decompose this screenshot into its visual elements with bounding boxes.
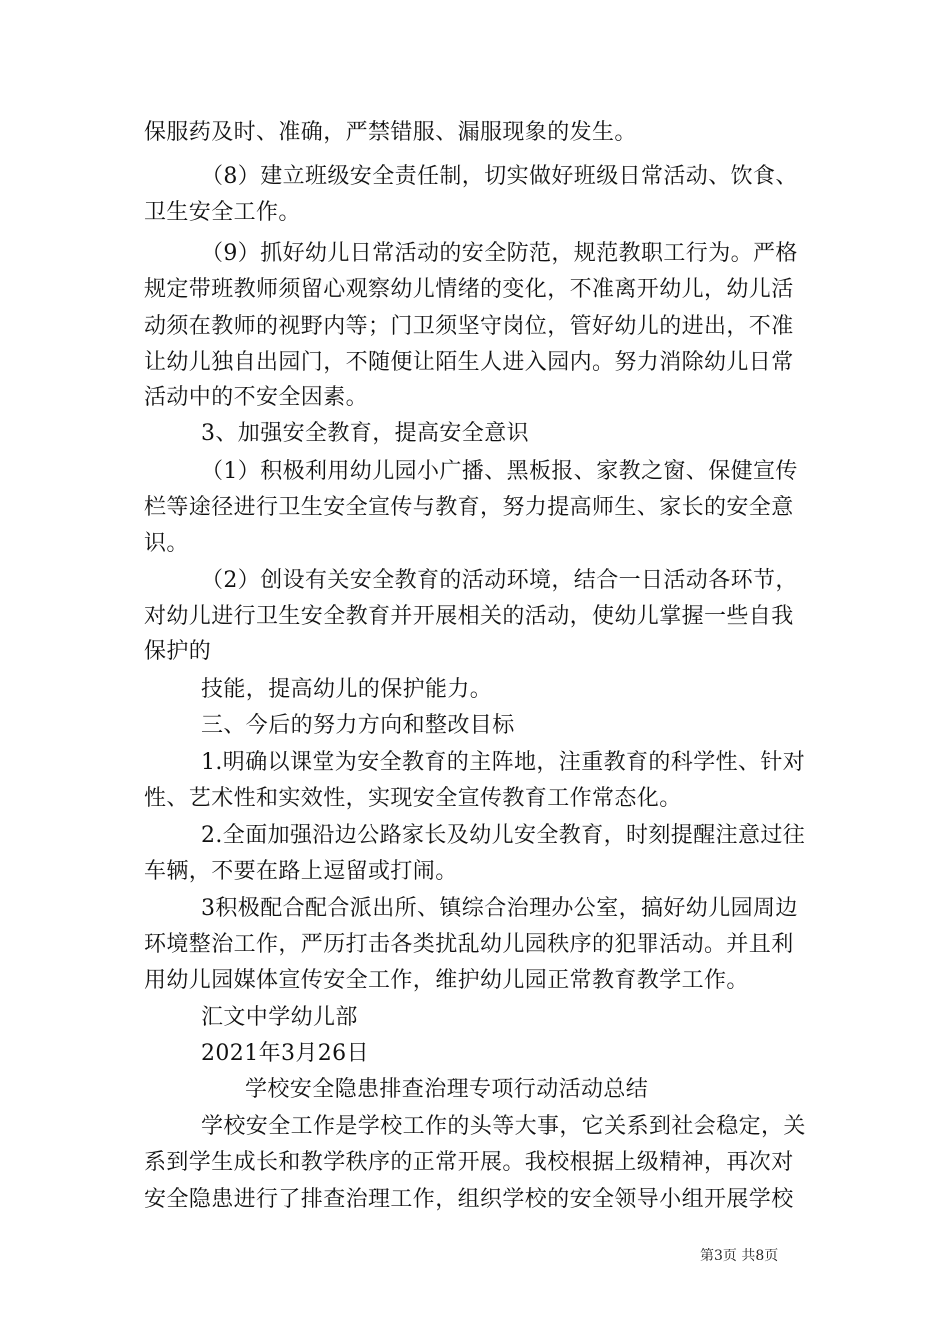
body-text-line: 保护的 <box>144 639 212 664</box>
page-number-footer: 第3页 共8页 <box>700 1248 779 1264</box>
body-text-line: 识。 <box>144 531 189 556</box>
body-text-line: 技能，提高幼儿的保护能力。 <box>201 677 493 702</box>
signature-date: 2021年3月26日 <box>201 1041 369 1066</box>
body-text-line: 对幼儿进行卫生安全教育并开展相关的活动，使幼儿掌握一些自我 <box>144 604 794 629</box>
body-text-line: 栏等途径进行卫生安全宣传与教育，努力提高师生、家长的安全意 <box>144 495 794 520</box>
document-title: 学校安全隐患排查治理专项行动活动总结 <box>245 1077 649 1102</box>
body-text-line: 车辆，不要在路上逗留或打闹。 <box>144 859 458 884</box>
body-text-line: 学校安全工作是学校工作的头等大事，它关系到社会稳定，关 <box>201 1114 806 1139</box>
body-text-line: 保服药及时、准确，严禁错服、漏服现象的发生。 <box>144 120 637 145</box>
body-text-line: 3积极配合配合派出所、镇综合治理办公室，搞好幼儿园周边 <box>201 896 798 921</box>
body-text-line: 安全隐患进行了排查治理工作，组织学校的安全领导小组开展学校 <box>144 1187 794 1212</box>
body-text-line: （2）创设有关安全教育的活动环境，结合一日活动各环节， <box>201 568 798 593</box>
body-text-line: 动须在教师的视野内等；门卫须坚守岗位，管好幼儿的进出，不准 <box>144 314 794 339</box>
body-text-line: 用幼儿园媒体宣传安全工作，维护幼儿园正常教育教学工作。 <box>144 968 749 993</box>
body-text-line: 环境整治工作，严历打击各类扰乱幼儿园秩序的犯罪活动。并且利 <box>144 932 794 957</box>
body-text-line: 活动中的不安全因素。 <box>144 385 369 410</box>
body-text-line: 卫生安全工作。 <box>144 200 301 225</box>
body-text-line: （8）建立班级安全责任制，切实做好班级日常活动、饮食、 <box>201 164 798 189</box>
body-text-line: 规定带班教师须留心观察幼儿情绪的变化，不准离开幼儿，幼儿活 <box>144 277 794 302</box>
body-text-line: 性、艺术性和实效性，实现安全宣传教育工作常态化。 <box>144 786 682 811</box>
section-heading: 三、今后的努力方向和整改目标 <box>201 713 515 738</box>
body-text-line: （1）积极利用幼儿园小广播、黑板报、家教之窗、保健宣传 <box>201 459 798 484</box>
body-text-line: 让幼儿独自出园门，不随便让陌生人进入园内。努力消除幼儿日常 <box>144 350 794 375</box>
section-heading: 3、加强安全教育，提高安全意识 <box>201 421 529 446</box>
body-text-line: 2.全面加强沿边公路家长及幼儿安全教育，时刻提醒注意过往 <box>201 823 806 848</box>
body-text-line: 1.明确以课堂为安全教育的主阵地，注重教育的科学性、针对 <box>201 750 806 775</box>
body-text-line: 系到学生成长和教学秩序的正常开展。我校根据上级精神，再次对 <box>144 1150 794 1175</box>
body-text-line: （9）抓好幼儿日常活动的安全防范，规范教职工行为。严格 <box>201 241 798 266</box>
signature-organization: 汇文中学幼儿部 <box>201 1005 358 1030</box>
